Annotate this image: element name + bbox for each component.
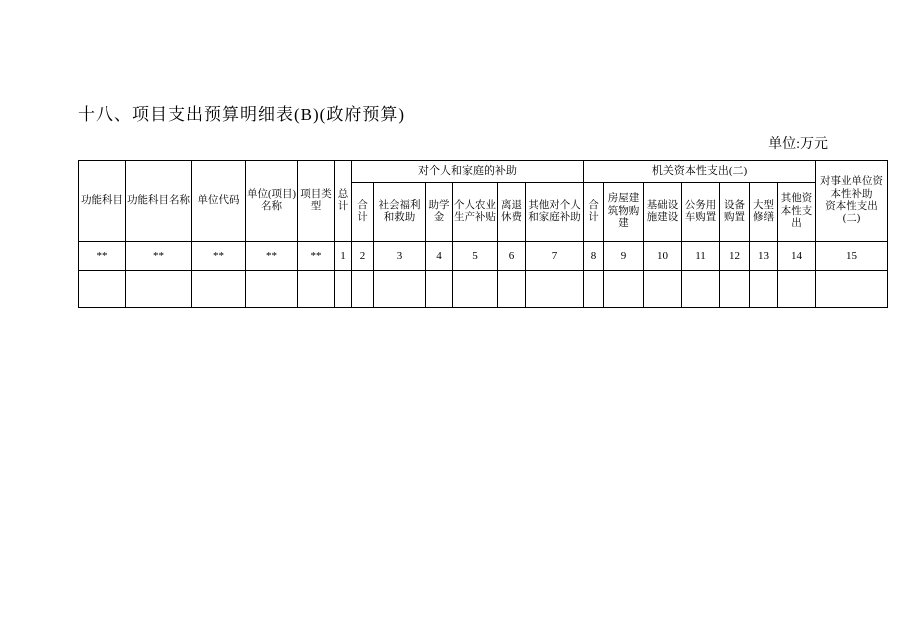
col-header-equipment: 设备购置 [720, 183, 750, 242]
col-header-personal-total: 合计 [352, 183, 374, 242]
cell-agri-subsidy: 5 [453, 242, 498, 271]
cell-personal-total: 2 [352, 242, 374, 271]
cell-capital-total: 8 [584, 242, 604, 271]
cell-unit-code [192, 271, 246, 308]
cell-function-code [79, 271, 126, 308]
cell-total [335, 271, 352, 308]
cell-unit-name: ** [246, 242, 298, 271]
cell-shiye-capital [816, 271, 888, 308]
cell-equipment: 12 [720, 242, 750, 271]
cell-equipment [720, 271, 750, 308]
cell-agri-subsidy [453, 271, 498, 308]
cell-infra-build [644, 271, 682, 308]
cell-shiye-capital: 15 [816, 242, 888, 271]
col-header-shiye-capital-main: 对事业单位资本性补助 [820, 176, 883, 200]
col-header-unit-code: 单位代码 [192, 161, 246, 242]
table-group-header-row [79, 161, 888, 183]
col-header-function-name: 功能科目名称 [126, 161, 192, 242]
group-header-personal-subsidy: 对个人和家庭的补助 [352, 161, 584, 183]
col-header-other-personal: 其他对个人和家庭补助 [526, 183, 584, 242]
cell-other-personal [526, 271, 584, 308]
budget-table-container [78, 160, 883, 308]
cell-function-code: ** [79, 242, 126, 271]
page-title: 十八、项目支出预算明细表(B)(政府预算) [78, 105, 405, 124]
cell-car-purchase [682, 271, 720, 308]
cell-total: 1 [335, 242, 352, 271]
project-expenditure-table [78, 160, 888, 308]
cell-unit-name [246, 271, 298, 308]
cell-personal-total [352, 271, 374, 308]
cell-house-build [604, 271, 644, 308]
cell-unit-code: ** [192, 242, 246, 271]
table-row [79, 271, 888, 308]
cell-function-name: ** [126, 242, 192, 271]
col-header-house-build: 房屋建筑物购建 [604, 183, 644, 242]
col-header-grant: 助学金 [426, 183, 453, 242]
cell-car-purchase: 11 [682, 242, 720, 271]
cell-capital-total [584, 271, 604, 308]
cell-big-repair [750, 271, 778, 308]
col-header-social-welfare: 社会福利和救助 [374, 183, 426, 242]
cell-grant [426, 271, 453, 308]
cell-project-type: ** [298, 242, 335, 271]
cell-grant: 4 [426, 242, 453, 271]
cell-social-welfare: 3 [374, 242, 426, 271]
col-header-other-capital: 其他资本性支出 [778, 183, 816, 242]
table-row [79, 242, 888, 271]
unit-note: 单位:万元 [768, 137, 828, 152]
cell-retire-fee: 6 [498, 242, 526, 271]
group-header-capital-expenditure: 机关资本性支出(二) [584, 161, 816, 183]
col-header-shiye-capital [816, 161, 888, 242]
col-header-big-repair: 大型修缮 [750, 183, 778, 242]
cell-house-build: 9 [604, 242, 644, 271]
col-header-retire-fee: 离退休费 [498, 183, 526, 242]
col-header-project-type: 项目类型 [298, 161, 335, 242]
cell-other-capital: 14 [778, 242, 816, 271]
cell-project-type [298, 271, 335, 308]
col-header-unit-name: 单位(项目)名称 [246, 161, 298, 242]
col-header-agri-subsidy: 个人农业生产补贴 [453, 183, 498, 242]
col-header-car-purchase: 公务用车购置 [682, 183, 720, 242]
cell-other-capital [778, 271, 816, 308]
col-header-capital-total: 合计 [584, 183, 604, 242]
col-header-infra-build: 基础设施建设 [644, 183, 682, 242]
col-header-shiye-capital-sub: 资本性支出(二) [825, 201, 878, 225]
cell-retire-fee [498, 271, 526, 308]
cell-other-personal: 7 [526, 242, 584, 271]
cell-social-welfare [374, 271, 426, 308]
cell-infra-build: 10 [644, 242, 682, 271]
col-header-total: 总计 [335, 161, 352, 242]
col-header-function-code: 功能科目 [79, 161, 126, 242]
cell-function-name [126, 271, 192, 308]
cell-big-repair: 13 [750, 242, 778, 271]
